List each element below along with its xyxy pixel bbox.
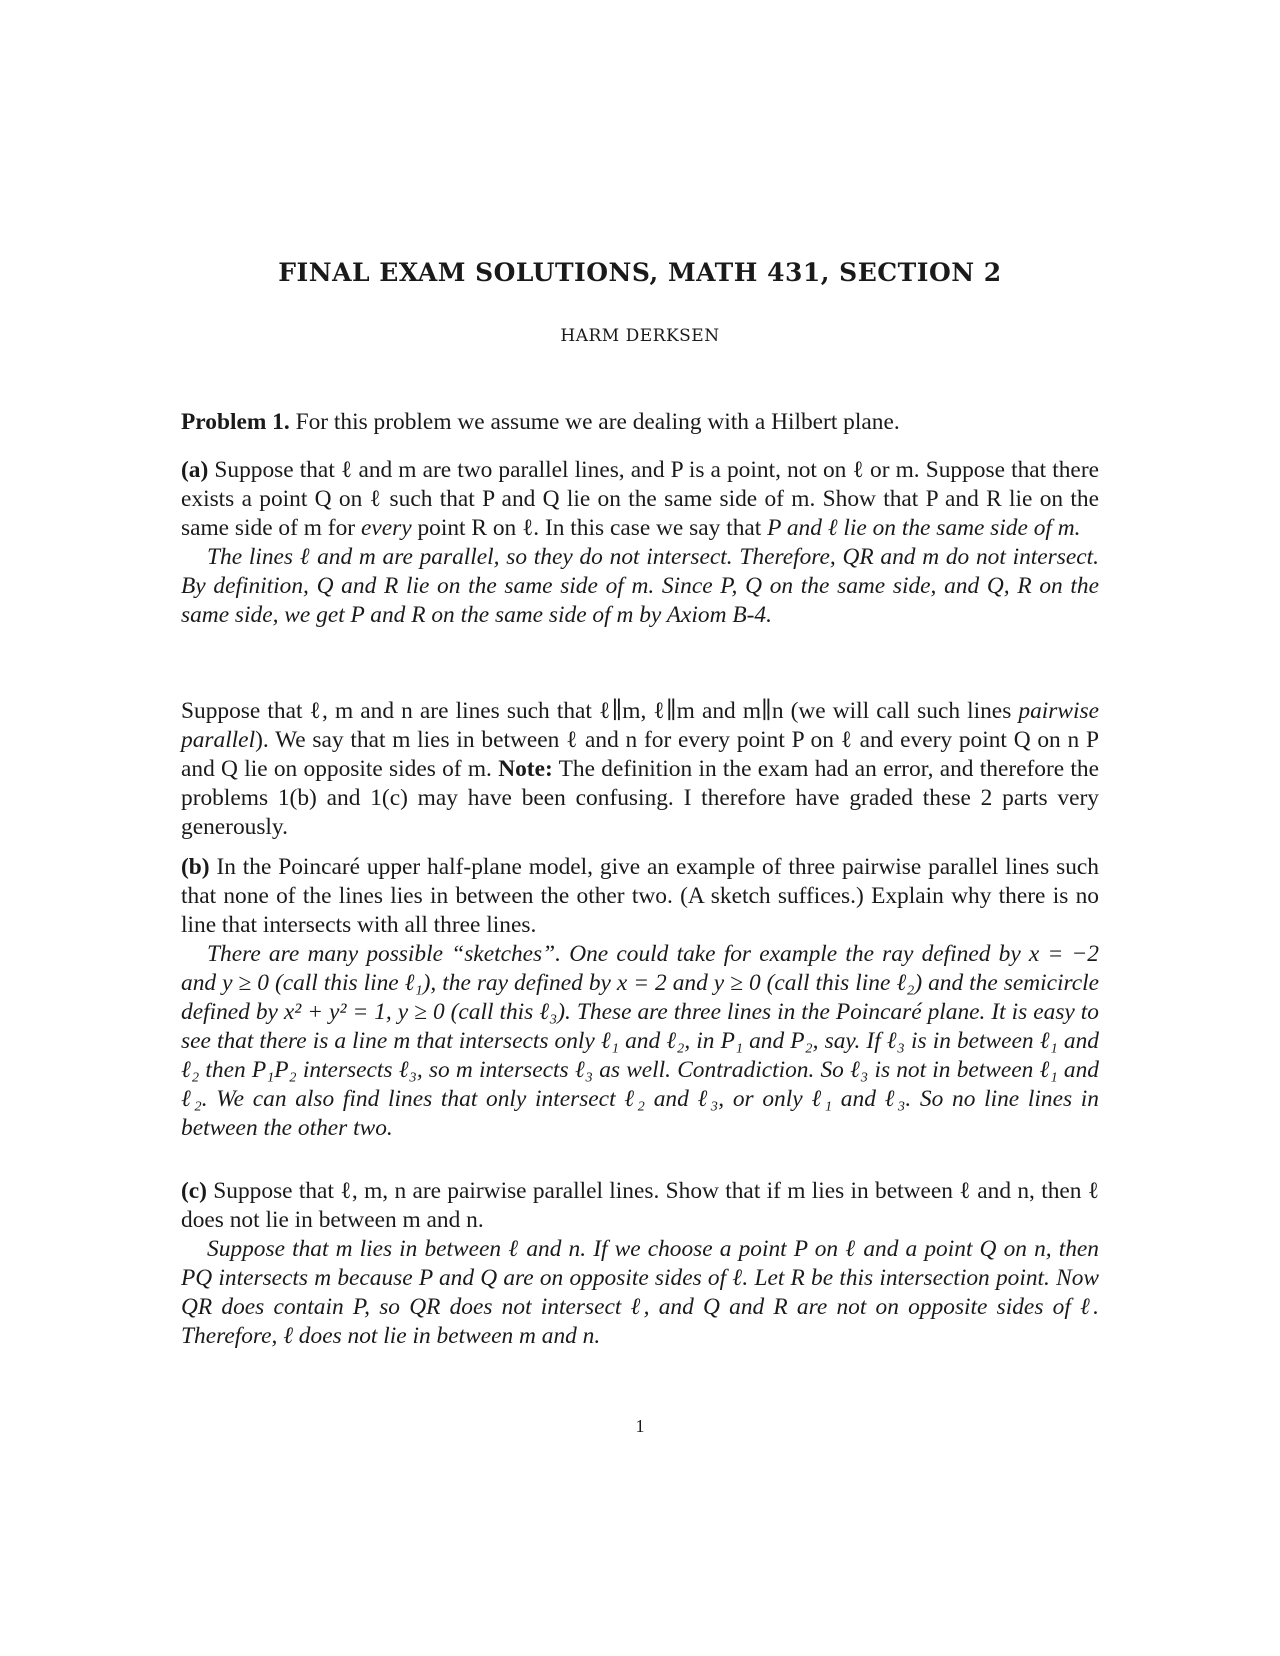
problem-1-text: For this problem we assume we are dealing with a Hilbert plane. xyxy=(295,409,900,435)
part-a-solution: The lines ℓ and m are parallel, so they do not intersect. Therefore, QR and m do not intersect. By definition, Q and R lie on the same side of m. Since P, Q on the same side, and Q, R on the same side, we get P and R on the same side of m by Axiom B-4. xyxy=(181,544,1099,628)
part-b-solution: There are many possible “sketches”. One could take for example the ray defined by x = −2 and y ≥ 0 (call this line ℓ₁), the ray defined by x = 2 and y ≥ 0 (call this line ℓ₂) and the semicircle defined by x² + y² = 1, y ≥ 0 (call this ℓ₃). These are three lines in the Poincaré plane. It is easy to see that there is a line m that intersects only ℓ₁ and ℓ₂, in P₁ and P₂, say. If ℓ₃ is in between ℓ₁ and ℓ₂ then P₁P₂ intersects ℓ₃, so m intersects ℓ₃ as well. Contradiction. So ℓ₃ is not in between ℓ₁ and ℓ₂. We can also find lines that only intersect ℓ₂ and ℓ₃, or only ℓ₁ and ℓ₃. So no line lines in between the other two. xyxy=(181,941,1099,1141)
problem-1-intro xyxy=(181,408,1099,437)
part-a-section xyxy=(181,456,1099,630)
definition-text: Suppose that ℓ, m and n are lines such that ℓ∥m, ℓ∥m and m∥n (we will call such lines pairwise parallel). We say that m lies in between ℓ and n for every point P on ℓ and every point Q on n P and Q lie on opposite sides of m. Note: The definition in the exam had an error, and therefore the problems 1(b) and 1(c) may have been confusing. I therefore have graded these 2 parts very generously. xyxy=(181,698,1099,840)
definition-section xyxy=(181,697,1099,842)
part-b-label: (b) xyxy=(181,854,210,880)
part-a-label: (a) xyxy=(181,457,209,483)
part-c-statement: (c) Suppose that ℓ, m, n are pairwise parallel lines. Show that if m lies in between ℓ and n, then ℓ does not lie in between m and n. xyxy=(181,1178,1099,1233)
part-c-section xyxy=(181,1177,1099,1351)
note-label: Note: xyxy=(498,756,553,782)
part-a-statement: (a) Suppose that ℓ and m are two parallel lines, and P is a point, not on ℓ or m. Suppose that there exists a point Q on ℓ such that P and Q lie on the same side of m. Show that P and R lie on the same side of m for every point R on ℓ. In this case we say that P and ℓ lie on the same side of m. xyxy=(181,457,1099,541)
part-b-section xyxy=(181,853,1099,1143)
problem-1-label: Problem 1. xyxy=(181,409,290,435)
part-c-solution: Suppose that m lies in between ℓ and n. If we choose a point P on ℓ and a point Q on n, then PQ intersects m because P and Q are on opposite sides of ℓ. Let R be this intersection point. Now QR does contain P, so QR does not intersect ℓ, and Q and R are not on opposite sides of ℓ. Therefore, ℓ does not lie in between m and n. xyxy=(181,1236,1099,1349)
note-text: The definition in the exam had an error, and therefore the problems 1(b) and 1(c) may have been confusing. I therefore have graded these 2 parts very generously. xyxy=(181,756,1099,840)
author-name: HARM DERKSEN xyxy=(560,326,720,346)
page-title: FINAL EXAM SOLUTIONS, MATH 431, SECTION 2 xyxy=(278,258,1002,287)
part-c-label: (c) xyxy=(181,1178,207,1204)
part-b-statement: (b) In the Poincaré upper half-plane model, give an example of three pairwise parallel lines such that none of the lines lies in between the other two. (A sketch suffices.) Explain why there is no line that intersects with all three lines. xyxy=(181,854,1099,938)
page-number: 1 xyxy=(635,1416,645,1436)
